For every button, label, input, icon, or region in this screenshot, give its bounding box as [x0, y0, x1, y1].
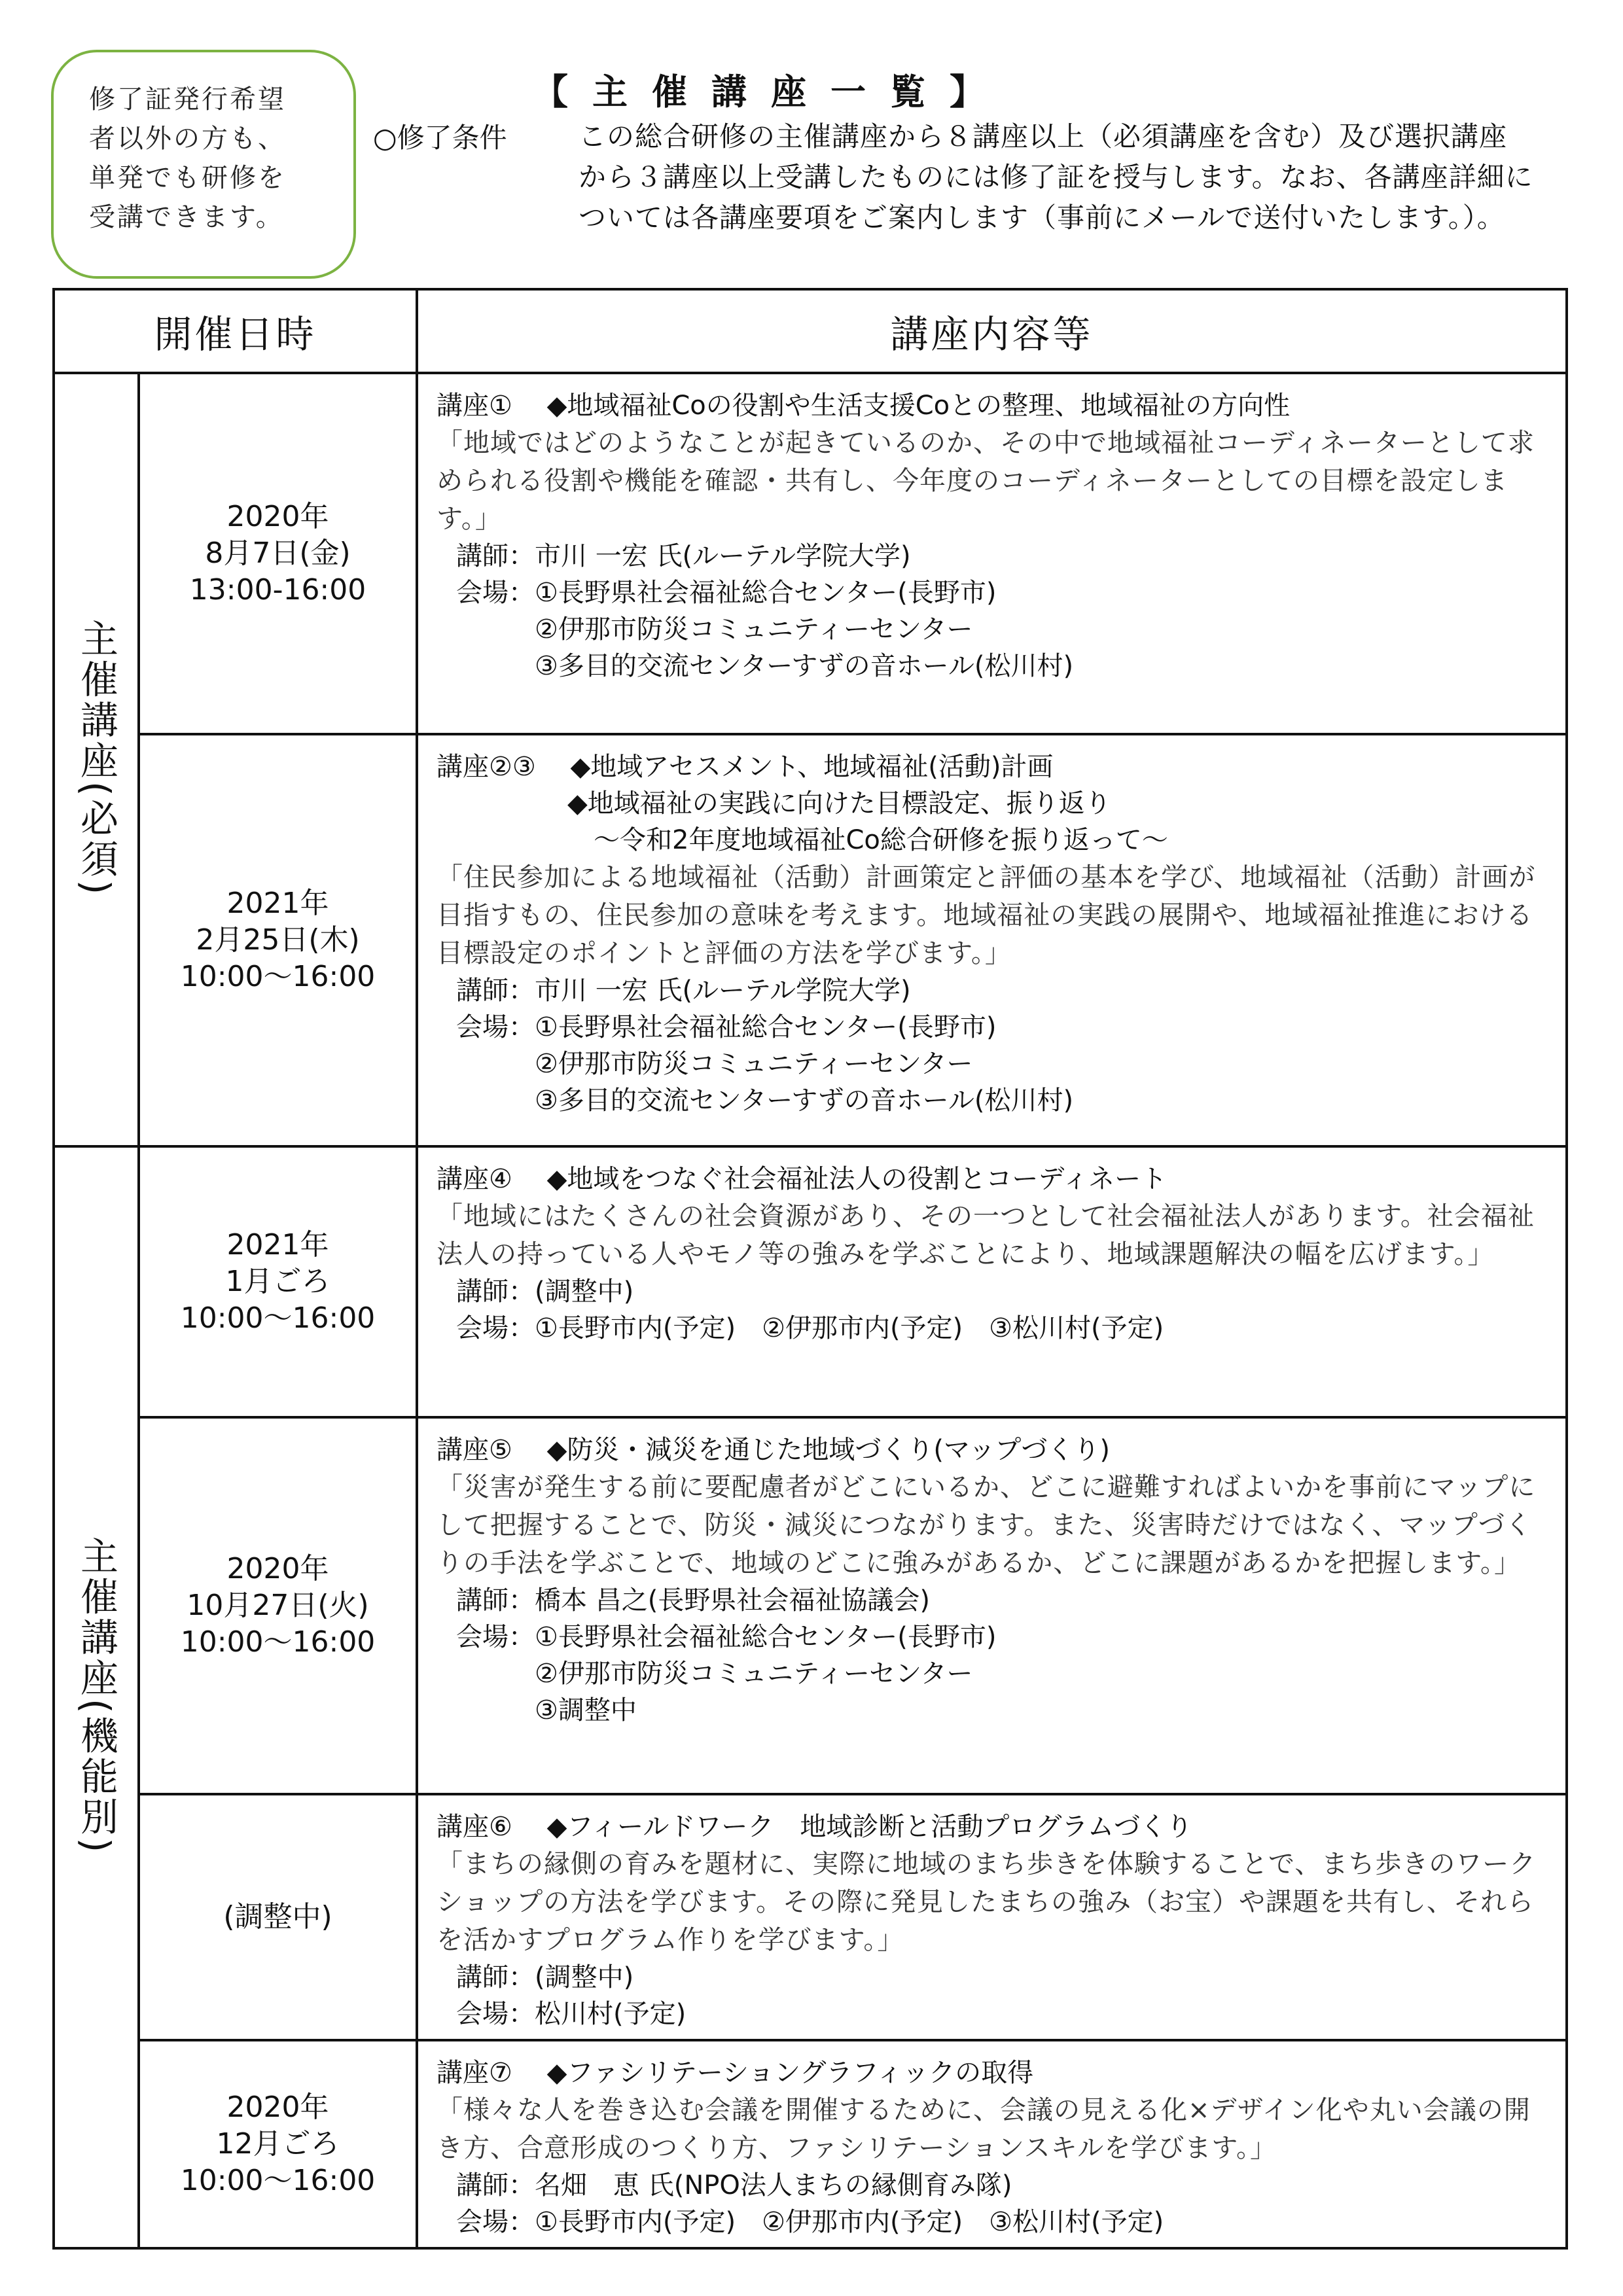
callout-text: 修了証発行希望 者以外の方も、 単発でも研修を 受講できます。 [89, 84, 286, 232]
course-venue: 会場：①長野県社会福祉総合センター(長野市) [456, 1622, 997, 1652]
table-row [54, 734, 1567, 1146]
course-venue: ②伊那市防災コミュニティーセンター [456, 614, 973, 645]
course-venue: ③多目的交流センターすずの音ホール(松川村) [456, 651, 1074, 681]
course-title: 講座④ ◆地域をつなぐ社会福祉法人の役割とコーディネート [437, 1164, 1168, 1194]
header-row [54, 289, 1567, 373]
row-content [417, 1146, 1567, 1417]
course-venue: ③多目的交流センターすずの音ホール(松川村) [456, 1086, 1074, 1116]
course-venue: ②伊那市防災コミュニティーセンター [456, 1659, 973, 1689]
table-row [54, 1146, 1567, 1417]
row-date: (調整中) [139, 1794, 417, 2040]
row-content [417, 2040, 1567, 2248]
course-description: 「地域にはたくさんの社会資源があり、その一つとして社会福祉法人があります。社会福祉法人の持っている人やモノ等の強みを学ぶことにより、地域課題解決の幅を広げます。」 [437, 1201, 1535, 1269]
course-venue: 会場：①長野県社会福祉総合センター(長野市) [456, 1012, 997, 1042]
row-content [417, 1794, 1567, 2040]
course-description: 「住民参加による地域福祉（活動）計画策定と評価の基本を学び、地域福祉（活動）計画が目指すもの、住民参加の意味を考えます。地域福祉の実践の展開や、地域福祉推進における目標設定のポイントと評価の方法を学びます。」 [437, 862, 1536, 968]
row-date: 2020年 12月ごろ 10:00～16:00 [139, 2040, 417, 2248]
table-row [54, 1417, 1567, 1794]
header-content: 講座内容等 [417, 289, 1567, 373]
page-title: 【主催講座一覧】 [533, 71, 1009, 113]
course-lecturer: 講師：(調整中) [456, 1962, 634, 1992]
course-lecturer: 講師：(調整中) [456, 1277, 634, 1307]
header-date: 開催日時 [54, 289, 417, 373]
course-venue: 会場：松川村(予定) [456, 1999, 687, 2029]
course-lecturer: 講師：市川 一宏 氏(ルーテル学院大学) [456, 976, 911, 1006]
category-required [54, 373, 139, 1146]
condition-text: この総合研修の主催講座から８講座以上（必須講座を含む）及び選択講座から３講座以上受講したものには修了証を授与します。なお、各講座詳細については各講座要項をご案内します（事前にメールで送付いたします。）。 [579, 120, 1533, 234]
course-description: 「地域ではどのようなことが起きているのか、その中で地域福祉コーディネーターとして求められる役割や機能を確認・共有し、今年度のコーディネーターとしての目標を設定します。」 [437, 428, 1535, 534]
row-date: 2021年 2月25日(木) 10:00～16:00 [139, 734, 417, 1146]
course-title: 講座⑥ ◆フィールドワーク 地域診断と活動プログラムづくり [437, 1812, 1192, 1842]
row-content [417, 734, 1567, 1146]
row-date: 2020年 10月27日(火) 10:00～16:00 [139, 1417, 417, 1794]
table-row [54, 1794, 1567, 2040]
condition-label: ○修了条件 [373, 122, 507, 154]
course-venue: 会場：①長野県社会福祉総合センター(長野市) [456, 578, 997, 608]
course-lecturer: 講師：市川 一宏 氏(ルーテル学院大学) [456, 541, 911, 571]
table-row [54, 2040, 1567, 2248]
course-lecturer: 講師：名畑 恵 氏(NPO法人まちの縁側育み隊) [456, 2170, 1012, 2200]
schedule-table [52, 288, 1568, 2250]
course-title: 講座① ◆地域福祉Coの役割や生活支援Coとの整理、地域福祉の方向性 [437, 391, 1291, 421]
course-lecturer: 講師：橋本 昌之(長野県社会福祉協議会) [456, 1585, 930, 1616]
course-description: 「様々な人を巻き込む会議を開催するために、会議の見える化×デザイン化や丸い会議の開き方、合意形成のつくり方、ファシリテーションスキルを学びます。」 [437, 2095, 1531, 2163]
course-venue: ③調整中 [456, 1695, 637, 1725]
course-venue: ②伊那市防災コミュニティーセンター [456, 1049, 973, 1079]
row-content [417, 1417, 1567, 1794]
course-venue: 会場：①長野市内(予定) ②伊那市内(予定) ③松川村(予定) [456, 2207, 1164, 2237]
row-content [417, 373, 1567, 734]
callout-bubble [51, 50, 356, 279]
course-title: 講座⑦ ◆ファシリテーショングラフィックの取得 [437, 2058, 1034, 2088]
course-venue: 会場：①長野市内(予定) ②伊那市内(予定) ③松川村(予定) [456, 1313, 1164, 1343]
course-description: 「まちの縁側の育みを題材に、実際に地域のまち歩きを体験することで、まち歩きのワークショップの方法を学びます。その際に発見したまちの強み（お宝）や課題を共有し、それらを活かすプログラム作りを学びます。」 [437, 1849, 1537, 1955]
category-label: 主催講座(機能別) [74, 1536, 118, 1856]
course-description: 「災害が発生する前に要配慮者がどこにいるか、どこに避難すればよいかを事前にマップにして把握することで、防災・減災につながります。また、災害時だけではなく、マップづくりの手法を学ぶことで、地域のどこに強みがあるか、どこに課題があるかを把握します。」 [437, 1472, 1536, 1578]
table-row [54, 373, 1567, 734]
row-date: 2021年 1月ごろ 10:00～16:00 [139, 1146, 417, 1417]
course-title: 講座②③ ◆地域アセスメント、地域福祉(活動)計画 ◆地域福祉の実践に向けた目標設定、振り返り ～令和2年度地域福祉Co総合研修を振り返って～ [437, 752, 1168, 855]
category-functional [54, 1146, 139, 2248]
row-date: 2020年 8月7日(金) 13:00-16:00 [139, 373, 417, 734]
course-title: 講座⑤ ◆防災・減災を通じた地域づくり(マップづくり) [437, 1435, 1110, 1465]
category-label: 主催講座(必須) [74, 619, 118, 898]
